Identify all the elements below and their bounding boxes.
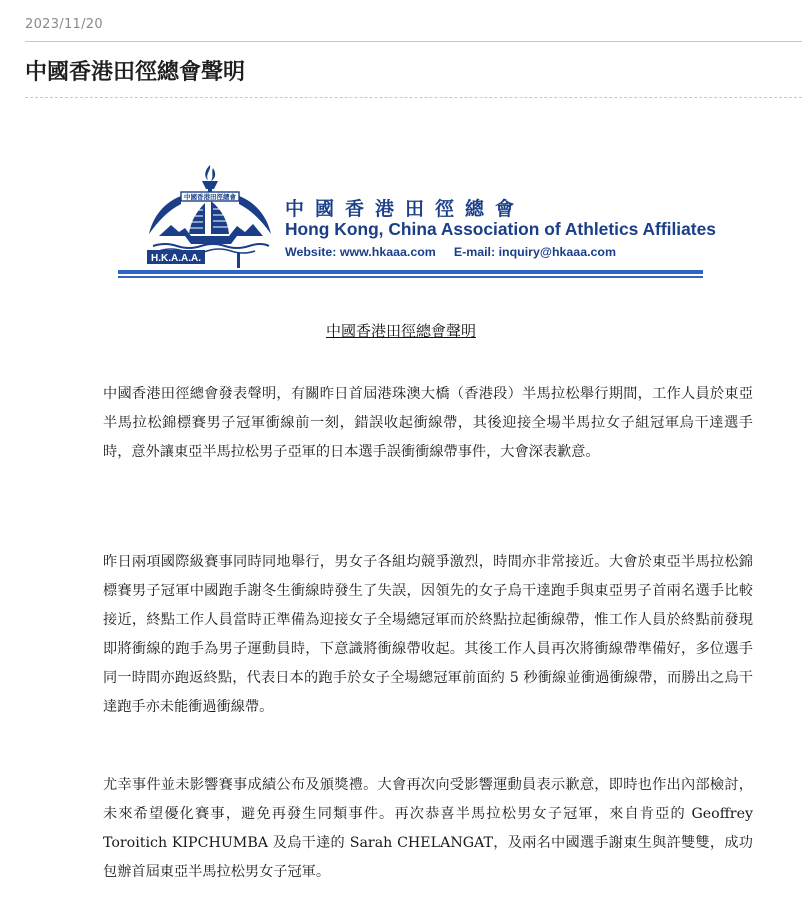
svg-text:中國香港田徑總會: 中國香港田徑總會 (184, 193, 236, 201)
org-website: Website: www.hkaaa.com (285, 245, 436, 259)
org-email: E-mail: inquiry@hkaaa.com (453, 245, 617, 259)
org-contact (285, 245, 616, 259)
statement-title: 中國香港田徑總會聲明 (325, 322, 476, 340)
header-divider (25, 41, 802, 42)
title-divider (25, 97, 802, 98)
letterhead (118, 160, 716, 282)
statement-heading (0, 320, 802, 341)
statement-paragraph-3: 尤幸事件並未影響賽事成績公布及頒獎禮。大會再次向受影響運動員表示歉意，即時也作出內部檢討，未來希望優化賽事，避免再發生同類事件。再次恭喜半馬拉松男女子冠軍，來自肯亞的 Geoffrey Toroitich KIPCHUMBA 及烏干達的 Sarah CHELANGAT，及兩名中國選手謝東生與許雙雙，成功包辦首屆東亞半馬拉松男女子冠軍。 (103, 777, 753, 880)
post-date: 2023/11/20 (25, 17, 103, 32)
svg-text:H.K.A.A.A.: H.K.A.A.A. (151, 253, 201, 264)
org-name-chinese: 中國香港田徑總會 (285, 198, 526, 220)
letterhead-rule-thin (118, 276, 703, 278)
statement-paragraph-2: 昨日兩項國際級賽事同時同地舉行，男女子各組均競爭激烈，時間亦非常接近。大會於東亞半馬拉松錦標賽男子冠軍中國跑手謝冬生衝線時發生了失誤，因領先的女子烏干達跑手與東亞男子首兩名選手比較接近，終點工作人員當時正準備為迎接女子全場總冠軍而於終點拉起衝線帶，惟工作人員於終點前發現即將衝線的跑手為男子運動員時，下意識將衝線帶收起。其後工作人員再次將衝線帶準備好，多位選手同一時間亦跑返終點，代表日本的跑手於女子全場總冠軍前面約 5 秒衝線並衝過衝線帶，而勝出之烏干達跑手亦未能衝過衝線帶。 (103, 554, 753, 715)
statement-paragraph-1: 中國香港田徑總會發表聲明，有關昨日首屆港珠澳大橋（香港段）半馬拉松舉行期間，工作人員於東亞半馬拉松錦標賽男子冠軍衝線前一刻，錯誤收起衝線帶，其後迎接全場半馬拉女子組冠軍烏干達選手時，意外讓東亞半馬拉松男子亞軍的日本選手誤衝衝線帶事件，大會深表歉意。 (103, 386, 753, 460)
page-title: 中國香港田徑總會聲明 (25, 60, 246, 85)
letterhead-rule-thick (118, 270, 703, 274)
org-name-english: Hong Kong, China Association of Athletics Affiliates (285, 219, 716, 239)
hkaaa-logo-emblem (145, 162, 275, 270)
